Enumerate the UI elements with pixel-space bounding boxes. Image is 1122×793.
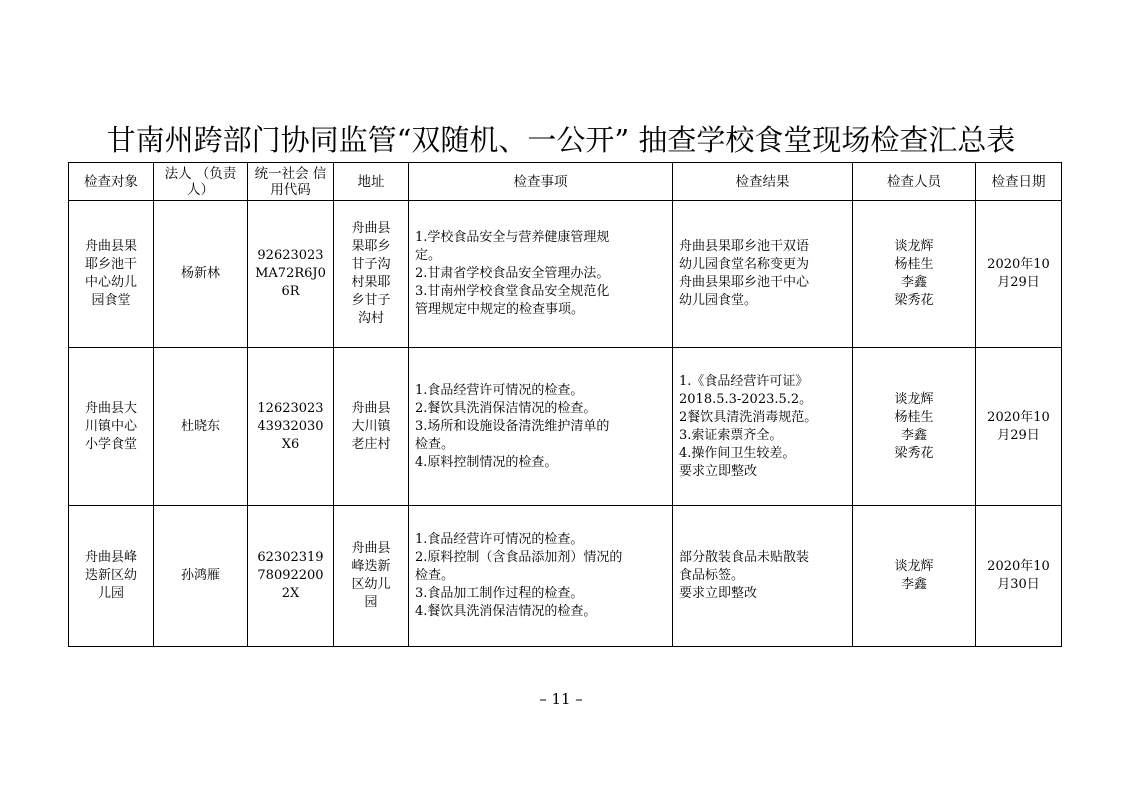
result-line: 舟曲县果耶乡池干双语 — [679, 239, 810, 254]
cell-target — [69, 506, 154, 647]
header-address: 地址 — [334, 163, 409, 201]
cell-result — [673, 201, 853, 348]
table-header-row — [69, 163, 1062, 201]
items-line: 管理规定中规定的检查事项。 — [415, 302, 585, 317]
items-line: 定。 — [415, 248, 442, 263]
target-line: 园食堂 — [91, 293, 131, 308]
header-date: 检查日期 — [976, 163, 1062, 201]
header-credit-code — [248, 163, 334, 201]
address-line: 沟村 — [357, 311, 384, 326]
cell-date — [976, 506, 1062, 647]
target-line: 川镇中心 — [84, 418, 137, 434]
code-line: 62302319 — [257, 550, 324, 565]
table-row — [69, 201, 1062, 348]
result-line: 食品标签。 — [679, 568, 745, 583]
table-row — [69, 348, 1062, 506]
items-line: 4.原料控制情况的检查。 — [415, 454, 558, 470]
result-line: 3.索证索票齐全。 — [679, 427, 783, 443]
inspector-name: 谈龙辉 — [894, 239, 934, 254]
code-line: X6 — [281, 436, 300, 452]
target-line: 小学食堂 — [84, 436, 137, 452]
cell-inspectors — [853, 506, 976, 647]
result-line: 2018.5.3-2023.5.2。 — [679, 391, 813, 407]
items-line: 3.场所和设施设备清洗维护清单的 — [415, 418, 610, 434]
items-line: 1.食品经营许可情况的检查。 — [415, 532, 584, 547]
target-line: 儿园 — [97, 586, 124, 601]
address-line: 村果耶 — [351, 275, 391, 290]
items-line: 1.食品经营许可情况的检查。 — [415, 382, 584, 398]
cell-date — [976, 348, 1062, 506]
date-line: 2020年10 — [987, 257, 1050, 272]
code-line: 78092200 — [257, 568, 324, 583]
address-line: 大川镇 — [351, 418, 391, 434]
address-line: 乡甘子 — [351, 293, 391, 308]
cell-credit-code — [248, 201, 334, 348]
date-line: 月29日 — [997, 275, 1040, 290]
cell-credit-code — [248, 506, 334, 647]
date-line: 2020年10 — [987, 409, 1050, 425]
items-line: 2.甘肃省学校食品安全管理办法。 — [415, 266, 610, 281]
cell-inspectors — [853, 348, 976, 506]
header-inspectors: 检查人员 — [853, 163, 976, 201]
header-code-line2: 信用代码 — [270, 165, 327, 198]
address-line: 甘子沟 — [351, 257, 391, 272]
inspector-name: 梁秀花 — [894, 445, 934, 461]
inspector-name: 李鑫 — [900, 427, 927, 443]
inspection-summary-table — [68, 162, 1062, 647]
cell-items — [409, 506, 673, 647]
items-line: 3.食品加工制作过程的检查。 — [415, 586, 584, 601]
header-result: 检查结果 — [673, 163, 853, 201]
cell-legal: 孙鸿雁 — [154, 506, 248, 647]
target-line: 迭新区幼 — [84, 568, 137, 583]
header-target: 检查对象 — [69, 163, 154, 201]
result-line: 要求立即整改 — [679, 586, 758, 601]
cell-target — [69, 201, 154, 348]
target-line: 耶乡池干 — [84, 257, 137, 272]
address-line: 果耶乡 — [351, 239, 391, 254]
code-line: MA72R6J0 — [255, 266, 326, 281]
header-legal-line1: 法人 — [164, 165, 192, 182]
target-line: 舟曲县大 — [84, 400, 137, 416]
header-items: 检查事项 — [409, 163, 673, 201]
cell-target — [69, 348, 154, 506]
cell-items — [409, 201, 673, 348]
address-line: 老庄村 — [351, 436, 391, 452]
cell-result — [673, 348, 853, 506]
address-line: 舟曲县 — [351, 221, 391, 236]
inspector-name: 杨桂生 — [894, 409, 934, 425]
inspector-name: 谈龙辉 — [894, 391, 934, 407]
target-line: 舟曲县峰 — [84, 550, 137, 565]
header-legal — [154, 163, 248, 201]
table-row — [69, 506, 1062, 647]
address-line: 区幼儿 — [351, 577, 391, 592]
date-line: 月29日 — [997, 427, 1040, 443]
result-line: 要求立即整改 — [679, 463, 758, 479]
cell-legal: 杨新林 — [154, 201, 248, 348]
cell-address — [334, 201, 409, 348]
inspector-name: 梁秀花 — [894, 293, 934, 308]
items-line: 4.餐饮具洗消保洁情况的检查。 — [415, 604, 597, 619]
cell-legal: 杜晓东 — [154, 348, 248, 506]
cell-date — [976, 201, 1062, 348]
inspector-name: 李鑫 — [900, 275, 927, 290]
items-line: 1.学校食品安全与营养健康管理规 — [415, 230, 610, 245]
items-line: 3.甘南州学校食堂食品安全规范化 — [415, 284, 610, 299]
cell-inspectors — [853, 201, 976, 348]
code-line: 43932030 — [257, 418, 324, 434]
cell-address — [334, 348, 409, 506]
cell-address — [334, 506, 409, 647]
code-line: 2X — [281, 586, 300, 601]
target-line: 舟曲县果 — [84, 239, 137, 254]
address-line: 舟曲县 — [351, 541, 391, 556]
result-line: 4.操作间卫生较差。 — [679, 445, 796, 461]
cell-items — [409, 348, 673, 506]
code-line: 92623023 — [257, 248, 324, 263]
address-line: 园 — [364, 595, 378, 610]
code-line: 12623023 — [257, 400, 324, 416]
result-line: 1.《食品经营许可证》 — [679, 373, 809, 389]
target-line: 中心幼儿 — [84, 275, 137, 290]
header-code-line1: 统一社会 — [254, 165, 309, 182]
page-number: – 11 – — [539, 690, 583, 708]
code-line: 6R — [281, 284, 300, 299]
items-line: 检查。 — [415, 568, 455, 583]
address-line: 峰迭新 — [351, 559, 391, 574]
document-title: 甘南州跨部门协同监管“双随机、一公开” 抽查学校食堂现场检查汇总表 — [106, 123, 1016, 157]
inspector-name: 杨桂生 — [894, 257, 934, 272]
address-line: 舟曲县 — [351, 400, 391, 416]
cell-result — [673, 506, 853, 647]
inspector-name: 李鑫 — [900, 577, 927, 592]
result-line: 幼儿园食堂。 — [679, 293, 758, 308]
date-line: 月30日 — [997, 577, 1040, 592]
result-line: 幼儿园食堂名称变更为 — [679, 257, 810, 272]
items-line: 2.餐饮具洗消保洁情况的检查。 — [415, 400, 597, 416]
inspector-name: 谈龙辉 — [894, 559, 934, 574]
header-legal-line2: （负责人） — [187, 165, 237, 198]
date-line: 2020年10 — [987, 559, 1050, 574]
result-line: 部分散装食品未贴散装 — [679, 550, 810, 565]
items-line: 检查。 — [415, 436, 455, 452]
result-line: 2餐饮具清洗消毒规范。 — [679, 409, 818, 425]
items-line: 2.原料控制（含食品添加剂）情况的 — [415, 550, 623, 565]
result-line: 舟曲县果耶乡池干中心 — [679, 275, 810, 290]
cell-credit-code — [248, 348, 334, 506]
